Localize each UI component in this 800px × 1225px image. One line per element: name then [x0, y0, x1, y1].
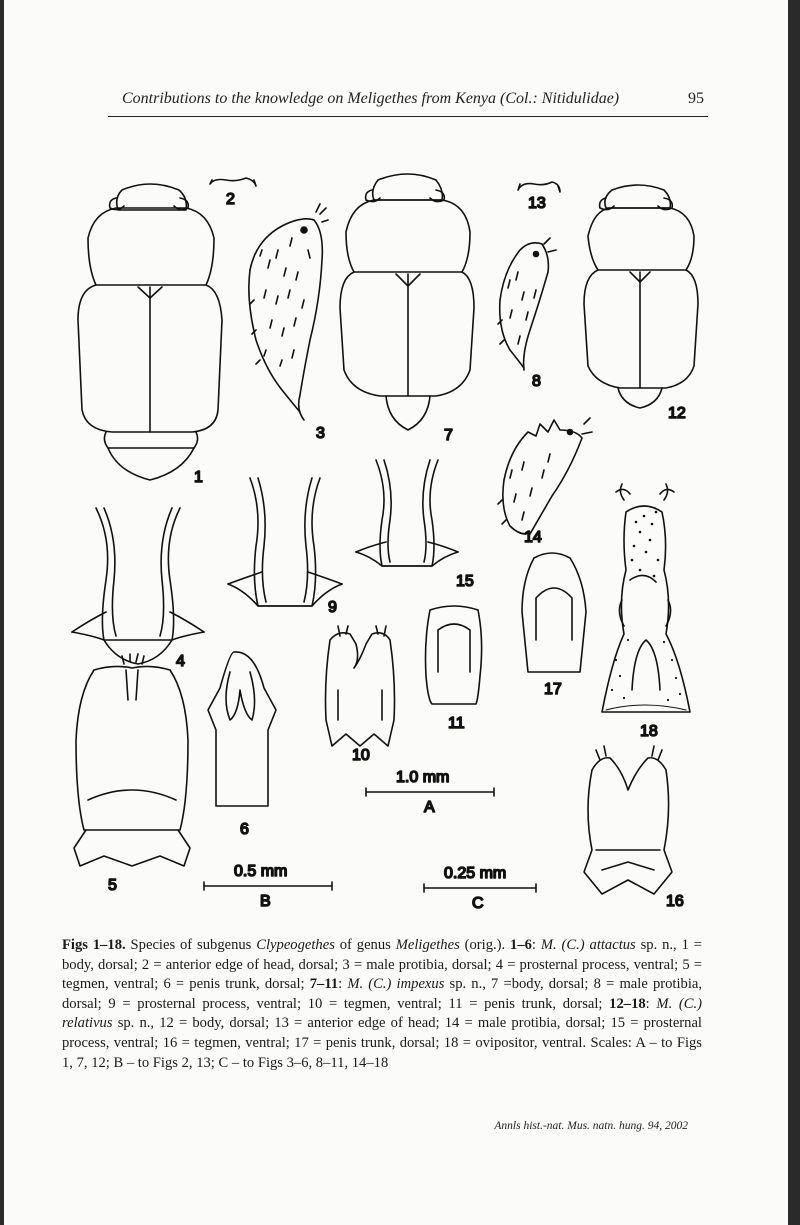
caption-text: sp. n., 7 =body, dorsal; 8 = male protibia, dorsal; 9 = prosternal process, ventral; 10 = tegmen, ventral; 11 = penis trunk, dorsal;	[62, 976, 702, 1012]
fig1-label: 1	[194, 469, 203, 486]
fig13-head-edge-drawing	[518, 182, 560, 192]
caption-text: Species of subgenus	[125, 937, 257, 953]
caption-range-label: 1–6	[510, 937, 532, 953]
fig11-label: 11	[448, 715, 465, 732]
scale-a-length: 1.0 mm	[396, 769, 450, 786]
fig15-label: 15	[456, 573, 474, 590]
scale-bar-c	[424, 884, 536, 892]
fig15-prosternal-drawing	[356, 460, 458, 566]
fig5-tegmen-drawing	[74, 654, 190, 866]
fig9-label: 9	[328, 599, 337, 616]
caption-text: :	[531, 937, 541, 953]
fig4-label: 4	[176, 653, 185, 670]
scale-bar-a	[366, 788, 494, 796]
fig1-body-drawing	[78, 184, 222, 480]
fig16-tegmen-drawing	[584, 746, 672, 894]
fig4-prosternal-drawing	[72, 508, 204, 664]
caption-species: M. (C.) attactus	[540, 937, 636, 953]
fig9-prosternal-drawing	[228, 478, 342, 606]
scale-b-length: 0.5 mm	[234, 863, 288, 880]
caption-range-label: 12–18	[609, 995, 646, 1012]
fig6-penis-drawing	[208, 652, 276, 806]
caption-text: of genus	[334, 937, 396, 953]
fig3-protibia-drawing	[249, 204, 328, 420]
figure-caption	[62, 936, 702, 1073]
page	[4, 0, 788, 1225]
fig14-label: 14	[524, 529, 542, 546]
fig3-label: 3	[316, 425, 325, 442]
figure-plate	[4, 0, 788, 930]
fig17-label: 17	[544, 681, 562, 698]
caption-range-label: 7–11	[309, 976, 339, 993]
caption-genus: Meligethes	[395, 937, 460, 953]
caption-species: M. (C.) relativus	[62, 995, 703, 1032]
fig7-label: 7	[444, 427, 453, 444]
caption-text: :	[645, 995, 657, 1012]
fig7-body-drawing	[340, 174, 474, 430]
scale-c-length: 0.25 mm	[444, 865, 507, 882]
fig10-label: 10	[352, 747, 370, 764]
fig18-ovipositor-drawing	[602, 484, 690, 712]
fig10-tegmen-drawing	[326, 626, 395, 746]
fig2-head-edge-drawing	[210, 178, 256, 186]
scale-a-letter: A	[424, 799, 435, 816]
caption-species: M. (C.) impexus	[347, 976, 445, 993]
running-title: Contributions to the knowledge on Meligethes from Kenya (Col.: Nitidulidae)	[122, 90, 620, 107]
fig14-protibia-drawing	[498, 418, 592, 534]
scale-bar-b	[204, 882, 332, 890]
journal-citation: Annls hist.-nat. Mus. natn. hung. 94, 2002	[494, 1120, 688, 1132]
fig5-label: 5	[108, 877, 117, 894]
fig8-label: 8	[532, 373, 541, 390]
fig18-label: 18	[640, 723, 658, 740]
scale-c-letter: C	[472, 895, 484, 912]
caption-text: (orig.).	[459, 937, 511, 953]
page-number: 95	[688, 90, 704, 107]
caption-text: sp. n., 12 = body, dorsal; 13 = anterior edge of head; 14 = male protibia, dorsal; 15 = prosternal process, ventral; 16 = tegmen, ventral; 17 = penis trunk, dorsal; 18 = ovipositor, ventral. Scales: A – to Figs 1, 7, 12; B – to Figs 2, 13; C – to Figs 3–6, 8–11, 14–18	[62, 1015, 702, 1071]
fig6-label: 6	[240, 821, 249, 838]
fig8-protibia-drawing	[498, 238, 556, 370]
fig13-label: 13	[528, 195, 546, 212]
scale-b-letter: B	[260, 893, 271, 910]
fig2-label: 2	[226, 191, 235, 208]
fig12-body-drawing	[584, 185, 698, 408]
fig11-penis-drawing	[426, 606, 482, 704]
caption-text: sp. n., 1 = body, dorsal; 2 = anterior edge of head, dorsal; 3 = male protibia, dorsal; 4 = prosternal process, ventral; 5 = tegmen, ventral; 6 = penis trunk, dorsal;	[62, 937, 702, 993]
fig17-penis-drawing	[522, 553, 586, 672]
caption-text: :	[338, 976, 348, 993]
fig16-label: 16	[666, 893, 684, 910]
fig12-label: 12	[668, 405, 686, 422]
caption-subgenus: Clypeogethes	[256, 937, 335, 953]
caption-figs-label: Figs 1–18.	[62, 937, 126, 953]
